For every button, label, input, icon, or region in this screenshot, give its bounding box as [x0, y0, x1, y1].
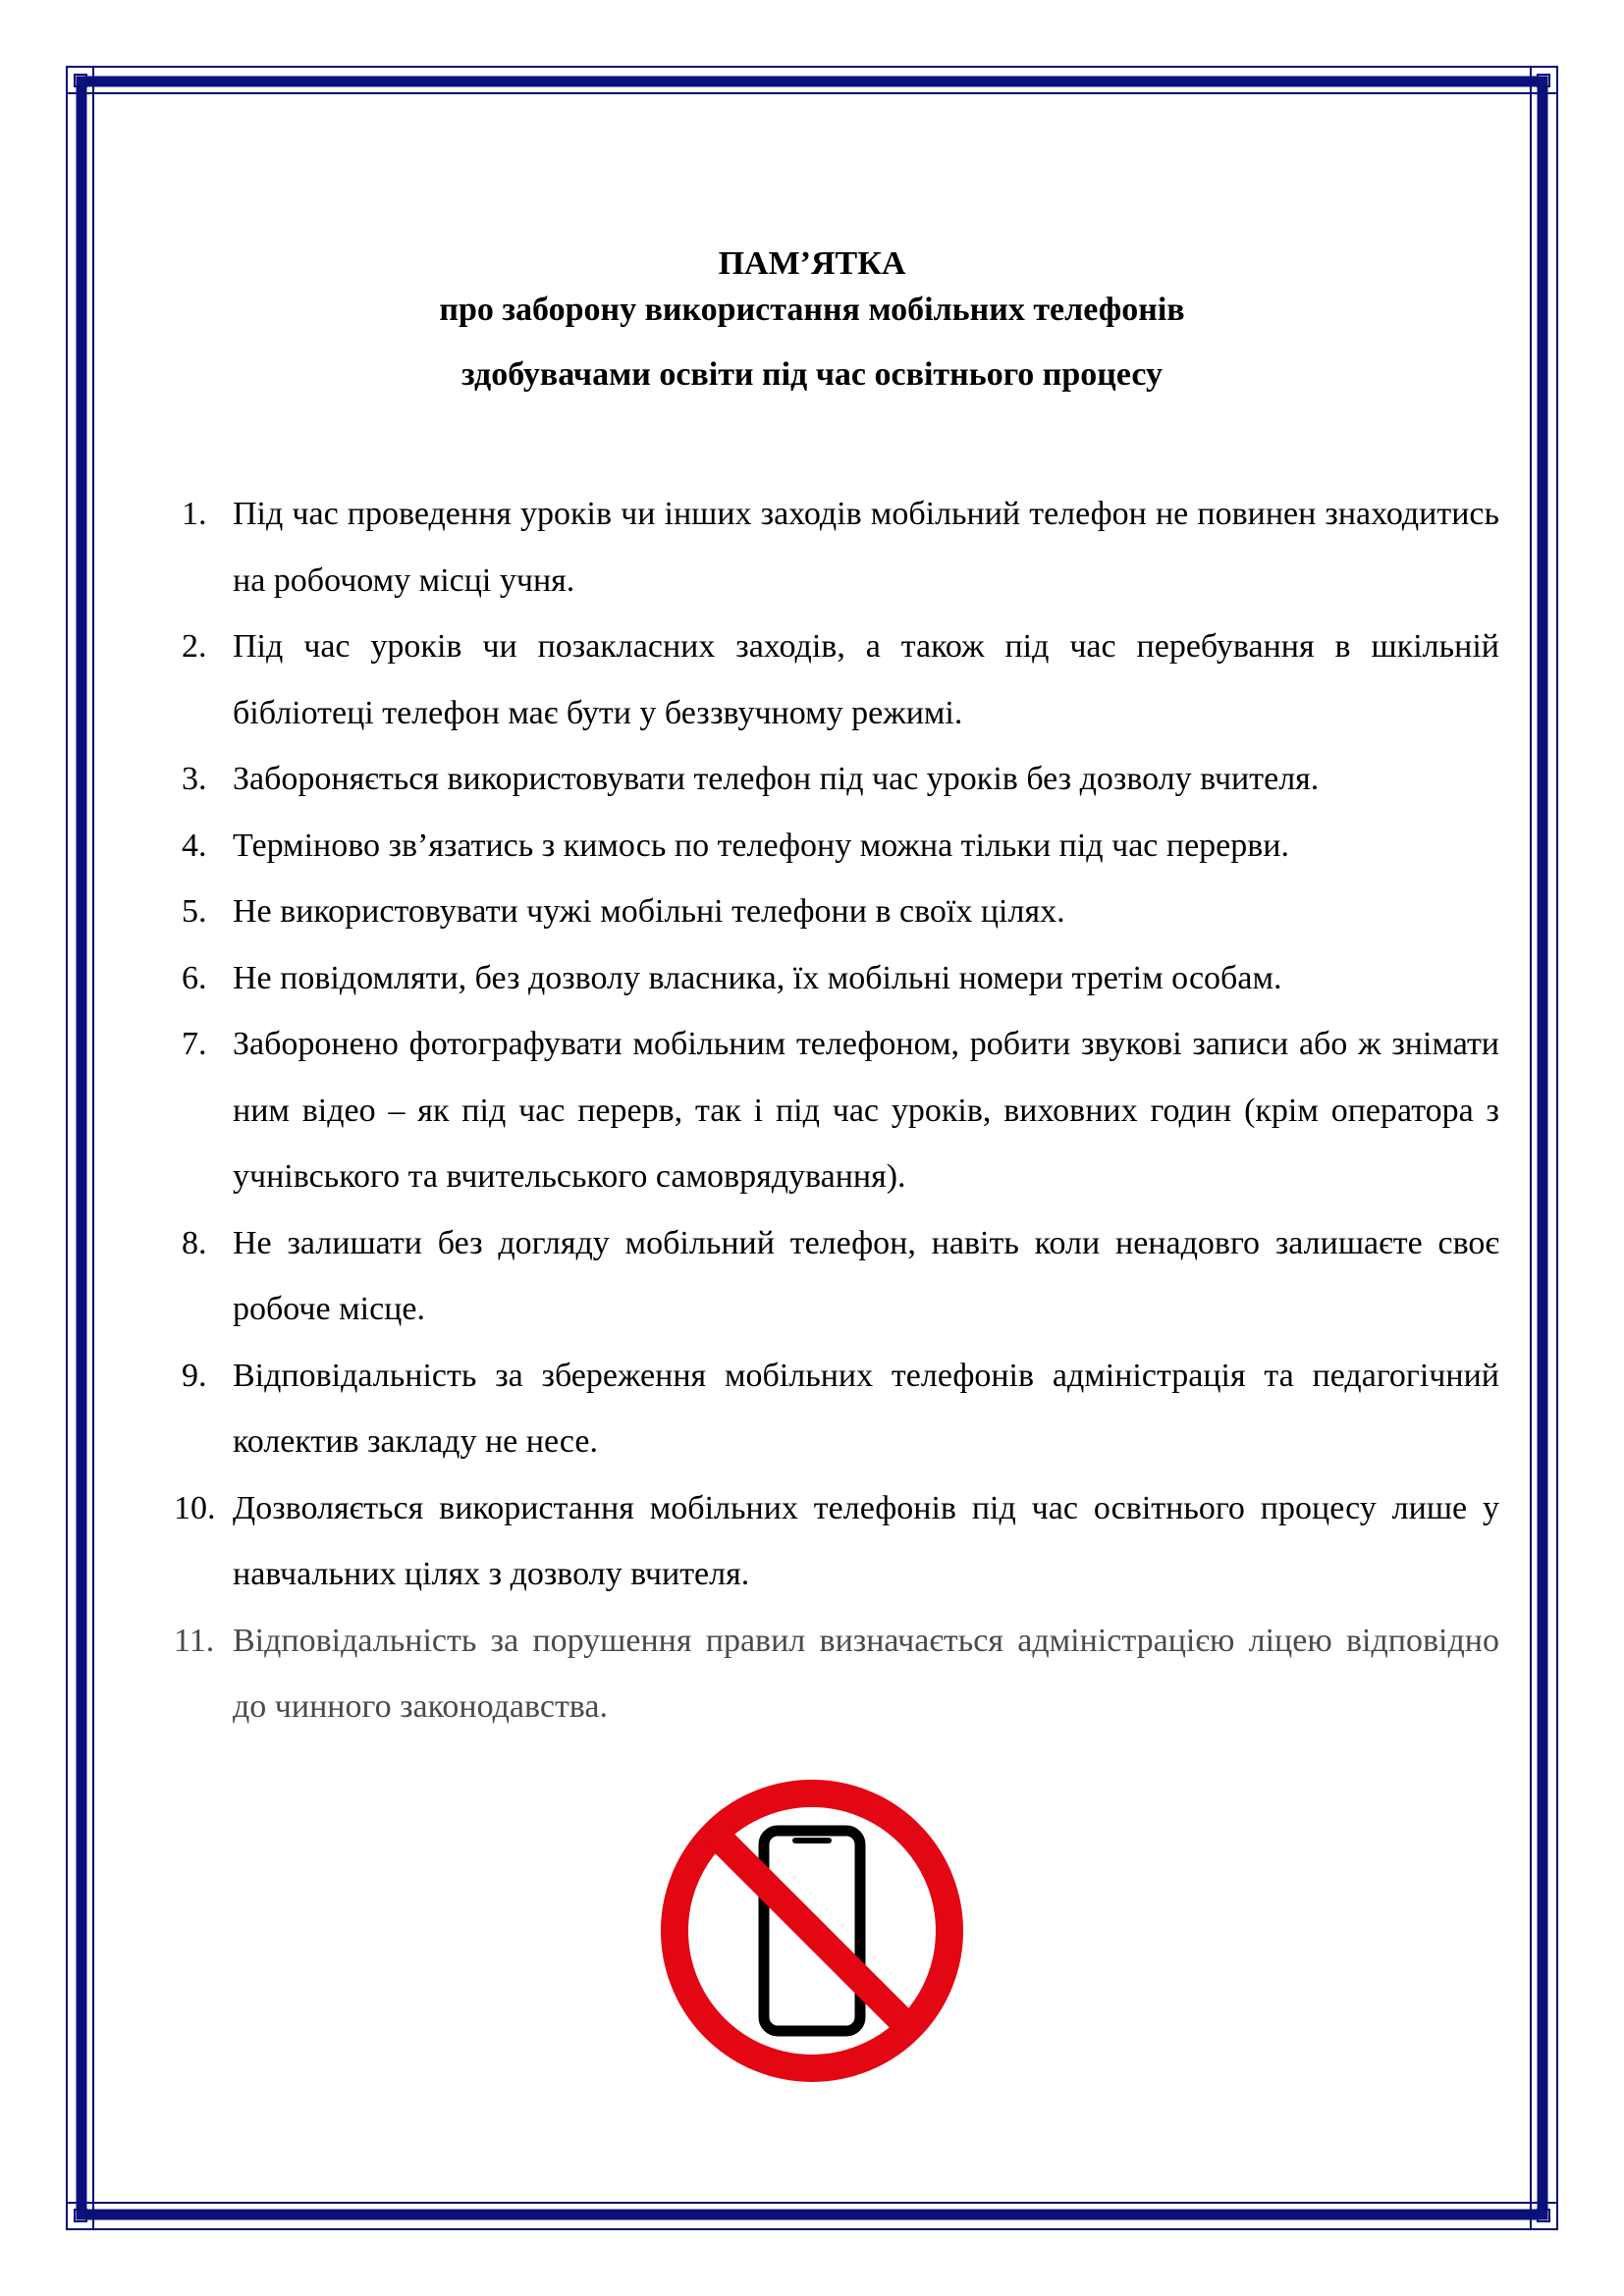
rule-item-9 [174, 1343, 1499, 1475]
rule-number: 9. [182, 1357, 207, 1394]
rule-text: Не використовувати чужі мобільні телефони в своїх цілях. [233, 893, 1065, 930]
rule-number: 3. [182, 761, 207, 797]
rule-text: Забороняється використовувати телефон під час уроків без дозволу вчителя. [233, 761, 1320, 797]
rule-number: 6. [182, 959, 207, 996]
rule-text: Не залишати без догляду мобільний телефон, навіть коли ненадовго залишаєте своє робоче місце. [233, 1224, 1499, 1327]
rule-text: Відповідальність за збереження мобільних телефонів адміністрація та педагогічний колектив закладу не несе. [233, 1357, 1499, 1460]
rule-number: 8. [182, 1224, 207, 1261]
rule-text: Заборонено фотографувати мобільним телефоном, робити звукові записи або ж знімати ним відео – як під час перерв, так і під час уроків, виховних годин (крім оператора з учнівського та вчительського самоврядування). [233, 1026, 1499, 1195]
rule-item-5 [174, 879, 1499, 945]
rule-item-7 [174, 1011, 1499, 1210]
rule-number: 11. [174, 1622, 215, 1659]
rules-list [174, 481, 1499, 1740]
rule-item-10 [174, 1475, 1499, 1608]
rule-item-8 [174, 1210, 1499, 1343]
rule-number: 1. [182, 496, 207, 532]
document-title: ПАМ’ЯТКА [718, 245, 906, 282]
rule-number: 5. [182, 893, 207, 930]
rule-text: Під час уроків чи позакласних заходів, а також під час перебування в шкільній бібліотеці телефон має бути у беззвучному режимі. [233, 628, 1499, 731]
rule-number: 4. [182, 827, 207, 864]
no-phone-icon [658, 1777, 966, 2085]
rule-text: Не повідомляти, без дозволу власника, їх мобільні номери третім особам. [233, 959, 1282, 996]
rule-item-1 [174, 481, 1499, 614]
rule-number: 7. [182, 1026, 207, 1062]
rule-number: 10. [174, 1489, 216, 1526]
rule-item-6 [174, 945, 1499, 1012]
rule-text: Відповідальність за порушення правил визначається адміністрацією ліцею відповідно до чинного законодавства. [233, 1622, 1499, 1725]
rule-number: 2. [182, 628, 207, 665]
document-subtitle-line-1: про заборону використання мобільних телефонів [439, 292, 1185, 328]
rule-text: Терміново зв’язатись з кимось по телефону можна тільки під час перерви. [233, 827, 1289, 864]
document-subtitle-line-2: здобувачами освіти під час освітнього процесу [460, 356, 1164, 393]
rule-text: Дозволяється використання мобільних телефонів під час освітнього процесу лише у навчальних цілях з дозволу вчителя. [233, 1489, 1499, 1592]
rule-item-3 [174, 746, 1499, 813]
rule-item-11 [174, 1608, 1499, 1740]
rule-item-4 [174, 813, 1499, 880]
rule-item-2 [174, 614, 1499, 746]
rule-text: Під час проведення уроків чи інших заходів мобільний телефон не повинен знаходитись на робочому місці учня. [233, 496, 1499, 599]
